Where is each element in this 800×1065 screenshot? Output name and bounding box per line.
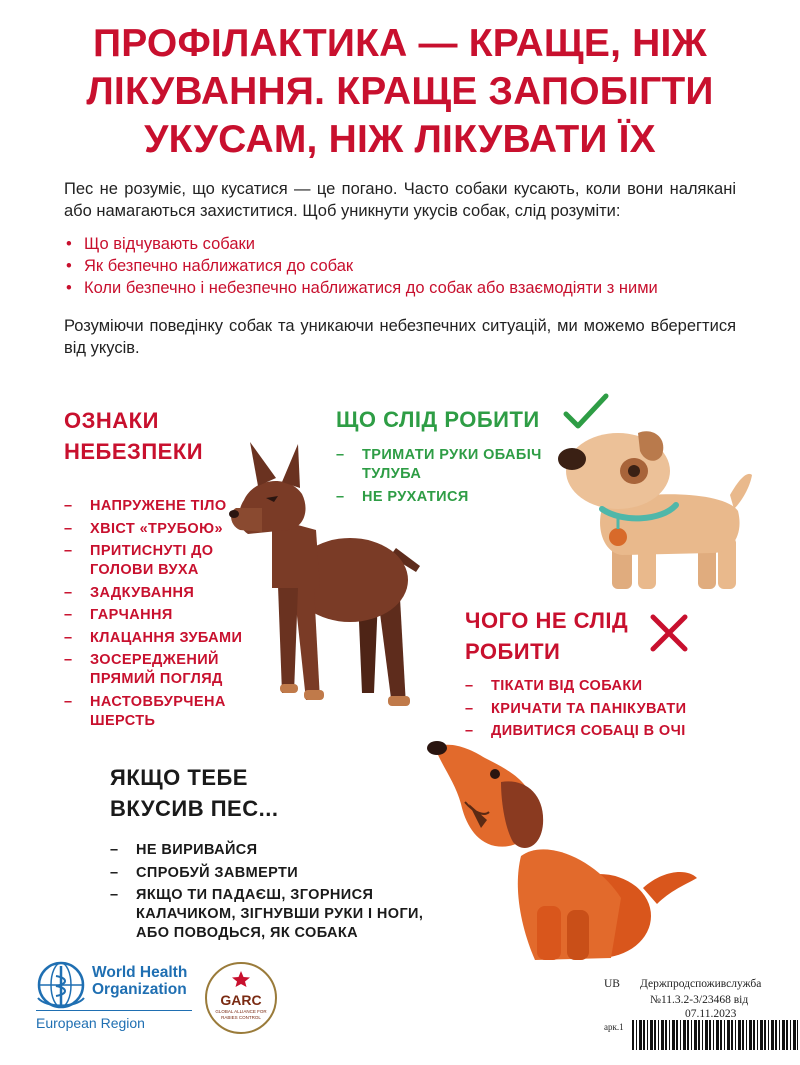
stamp-code: UB bbox=[604, 978, 620, 990]
garc-star-icon bbox=[231, 970, 251, 988]
list-item: • Коли безпечно і небезпечно наближатися до собак або взаємодіяти з ними bbox=[64, 277, 658, 299]
list-item: – ЗАДКУВАННЯ bbox=[64, 584, 264, 603]
list-item: – СПРОБУЙ ЗАВМЕРТИ bbox=[110, 864, 440, 883]
stamp-org: Держпродспоживслужба bbox=[640, 978, 762, 990]
list-item: – ГАРЧАННЯ bbox=[64, 606, 264, 625]
who-divider bbox=[36, 1010, 192, 1011]
list-item: – ХВІСТ «ТРУБОЮ» bbox=[64, 520, 264, 539]
danger-heading-line-2: НЕБЕЗПЕКИ bbox=[64, 439, 204, 464]
list-item: – НАСТОВБУРЧЕНА ШЕРСТЬ bbox=[64, 693, 264, 731]
cross-icon bbox=[648, 612, 690, 654]
garc-title: GARC bbox=[220, 992, 262, 1008]
bitten-heading-line-1: ЯКЩО ТЕБЕ bbox=[110, 765, 248, 790]
list-item: – ДИВИТИСЯ СОБАЦІ В ОЧІ bbox=[465, 722, 765, 741]
list-item: – НЕ ВИРИВАЙСЯ bbox=[110, 841, 440, 860]
dont-heading-line-2: РОБИТИ bbox=[465, 639, 561, 664]
stamp-sheet: арк.1 bbox=[604, 1022, 624, 1032]
do-list bbox=[336, 446, 546, 510]
title-line-1: ПРОФІЛАКТИКА — КРАЩЕ, НІЖ bbox=[92, 22, 707, 65]
list-item: – ЗОСЕРЕДЖЕНИЙ ПРЯМИЙ ПОГЛЯД bbox=[64, 651, 264, 689]
garc-subtitle: GLOBAL ALLIANCE FOR RABIES CONTROL bbox=[215, 1009, 267, 1020]
list-item: – ЯКЩО ТИ ПАДАЄШ, ЗГОРНИСЯ КАЛАЧИКОМ, ЗІГНУВШИ РУКИ І НОГИ, АБО ПОВОДЬСЯ, ЯК СОБАКА bbox=[110, 886, 440, 943]
stamp-date: 07.11.2023 bbox=[685, 1008, 737, 1020]
orange-dog-illustration bbox=[425, 738, 725, 968]
bitten-heading bbox=[110, 762, 278, 824]
page-title bbox=[40, 20, 760, 164]
barcode bbox=[632, 1020, 798, 1050]
understanding-list bbox=[64, 233, 658, 299]
dont-heading bbox=[465, 605, 628, 667]
danger-heading-line-1: ОЗНАКИ bbox=[64, 408, 159, 433]
garc-logo bbox=[205, 962, 277, 1034]
title-line-3: УКУСАМ, НІЖ ЛІКУВАТИ ЇХ bbox=[144, 118, 656, 161]
bitten-heading-line-2: ВКУСИВ ПЕС... bbox=[110, 796, 279, 821]
list-item: • Що відчувають собаки bbox=[64, 233, 658, 255]
list-item: – ТРИМАТИ РУКИ ОБАБІЧ ТУЛУБА bbox=[336, 446, 546, 484]
stamp-number: №11.3.2-3/23468 від bbox=[650, 994, 749, 1006]
list-item: – КРИЧАТИ ТА ПАНІКУВАТИ bbox=[465, 700, 765, 719]
who-region: European Region bbox=[36, 1015, 145, 1031]
tan-dog-illustration bbox=[552, 425, 757, 595]
summary-paragraph: Розуміючи поведінку собак та уникаючи небезпечних ситуацій, ми можемо вберегтися від укусів. bbox=[64, 317, 736, 357]
list-item: – НАПРУЖЕНЕ ТІЛО bbox=[64, 497, 264, 516]
list-item: • Як безпечно наближатися до собак bbox=[64, 255, 658, 277]
bitten-list bbox=[110, 841, 440, 947]
who-name-line-2: Organization bbox=[92, 981, 187, 998]
list-item: – ТІКАТИ ВІД СОБАКИ bbox=[465, 677, 765, 696]
dont-heading-line-1: ЧОГО НЕ СЛІД bbox=[465, 608, 629, 633]
list-item: – КЛАЦАННЯ ЗУБАМИ bbox=[64, 629, 264, 648]
intro-paragraph: Пес не розуміє, що кусатися — це погано. Часто собаки кусають, коли вони налякані або намагаються захиститися. Щоб уникнути укусів собак, слід розуміти: bbox=[64, 180, 736, 220]
dont-list bbox=[465, 677, 765, 745]
title-line-2: ЛІКУВАННЯ. КРАЩЕ ЗАПОБІГТИ bbox=[86, 70, 714, 113]
who-name bbox=[92, 964, 187, 998]
do-heading-text: ЩО СЛІД РОБИТИ bbox=[336, 407, 540, 432]
list-item: – ПРИТИСНУТІ ДО ГОЛОВИ ВУХА bbox=[64, 542, 264, 580]
do-heading bbox=[336, 405, 540, 435]
danger-heading bbox=[64, 405, 203, 467]
who-name-line-1: World Health bbox=[92, 964, 188, 981]
who-emblem-icon bbox=[34, 958, 88, 1012]
list-item: – НЕ РУХАТИСЯ bbox=[336, 488, 546, 507]
